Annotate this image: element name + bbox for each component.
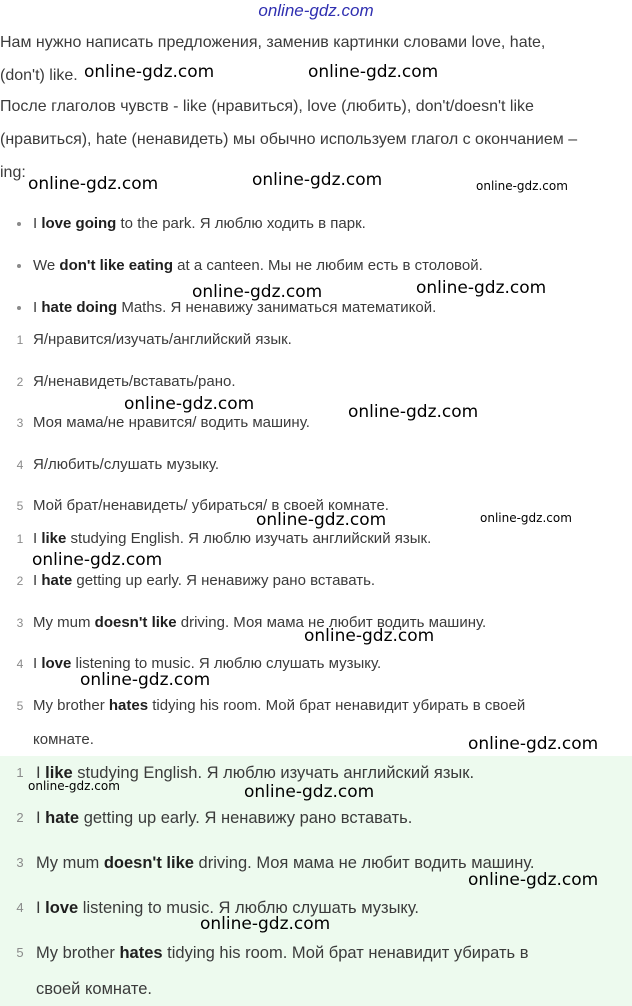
list-number: 2 [16,810,24,825]
site-header: online-gdz.com [258,1,374,20]
answer-item [0,569,632,593]
answer-item [0,694,632,718]
watermark: online-gdz.com [28,174,159,194]
watermark: online-gdz.com [244,782,375,802]
list-number: 2 [16,574,24,588]
answer-text: My mum doesn't like driving. Моя мама не любит водить машину. [36,854,535,872]
prompt-item [0,453,632,477]
watermark: online-gdz.com [308,62,439,82]
answer-text: I hate getting up early. Я ненавижу рано вставать. [33,572,376,589]
example-sentence: I hate doing Maths. Я ненавижу заниматься математикой. [33,299,437,316]
prompt-text: Моя мама/не нравится/ водить машину. [33,414,310,431]
answer-text: I hate getting up early. Я ненавижу рано вставать. [36,809,413,827]
answer-text: My mum doesn't like driving. Моя мама не любит водить машину. [33,614,487,631]
watermark: online-gdz.com [80,670,211,690]
example-sentence: We don't like eating at a canteen. Мы не любим есть в столовой. [33,257,483,274]
watermark: online-gdz.com [468,870,599,890]
list-number: 2 [16,375,24,389]
list-number: 5 [16,499,24,513]
answer-text: My brother hates tidying his room. Мой брат ненавидит убирать в [36,944,529,962]
answer-item [0,527,632,551]
watermark: online-gdz.com [28,779,120,793]
answer-text: I love listening to music. Я люблю слушать музыку. [33,655,382,672]
answer-text: My brother hates tidying his room. Мой брат ненавидит убирать в своей [33,697,526,714]
intro-line-4: (нравиться), hate (ненавидеть) мы обычно используем глагол с окончанием – [0,131,578,148]
bullet-dot-icon [17,222,21,226]
answer-text: I like studying English. Я люблю изучать английский язык. [36,764,475,782]
intro-line-5: ing: [0,164,26,181]
watermark: online-gdz.com [256,510,387,530]
list-number: 1 [16,333,24,347]
list-number: 3 [16,616,24,630]
watermark: online-gdz.com [416,278,547,298]
list-number: 3 [16,416,24,430]
list-number: 5 [16,945,24,960]
answer-text: I love listening to music. Я люблю слушать музыку. [36,899,420,917]
example-bullet [0,254,632,278]
answer-continuation [0,976,632,1002]
answer-text: I like studying English. Я люблю изучать английский язык. [33,530,432,547]
bullet-dot-icon [17,306,21,310]
watermark: online-gdz.com [304,626,435,646]
intro-line-3: После глаголов чувств - like (нравиться), love (любить), don't/doesn't like [0,98,534,115]
example-bullet [0,212,632,236]
watermark: online-gdz.com [84,62,215,82]
watermark: online-gdz.com [124,394,255,414]
list-number: 4 [16,657,24,671]
watermark: online-gdz.com [200,914,331,934]
answer-text-continued: комнате. [33,731,94,748]
watermark: online-gdz.com [252,170,383,190]
prompt-text: Я/любить/слушать музыку. [33,456,220,473]
watermark: online-gdz.com [32,550,163,570]
list-number: 5 [16,699,24,713]
prompt-item [0,328,632,352]
watermark: online-gdz.com [468,734,599,754]
example-sentence: I love going to the park. Я люблю ходить в парк. [33,215,366,232]
list-number: 1 [16,532,24,546]
answer-item [0,940,632,966]
list-number: 1 [16,765,24,780]
bullet-dot-icon [17,264,21,268]
watermark: online-gdz.com [192,282,323,302]
prompt-text: Мой брат/ненавидеть/ убираться/ в своей комнате. [33,497,389,514]
intro-line-2: (don't) like. [0,67,78,84]
answer-item [0,805,632,831]
intro-line-1: Нам нужно написать предложения, заменив картинки словами love, hate, [0,34,546,51]
prompt-text: Я/нравится/изучать/английский язык. [33,331,292,348]
watermark: online-gdz.com [476,179,568,193]
watermark: online-gdz.com [348,402,479,422]
list-number: 4 [16,900,24,915]
prompt-item [0,411,632,435]
answer-text-continued: своей комнате. [36,980,152,998]
watermark: online-gdz.com [480,511,572,525]
list-number: 3 [16,855,24,870]
prompt-item [0,370,632,394]
prompt-text: Я/ненавидеть/вставать/рано. [33,373,236,390]
list-number: 4 [16,458,24,472]
